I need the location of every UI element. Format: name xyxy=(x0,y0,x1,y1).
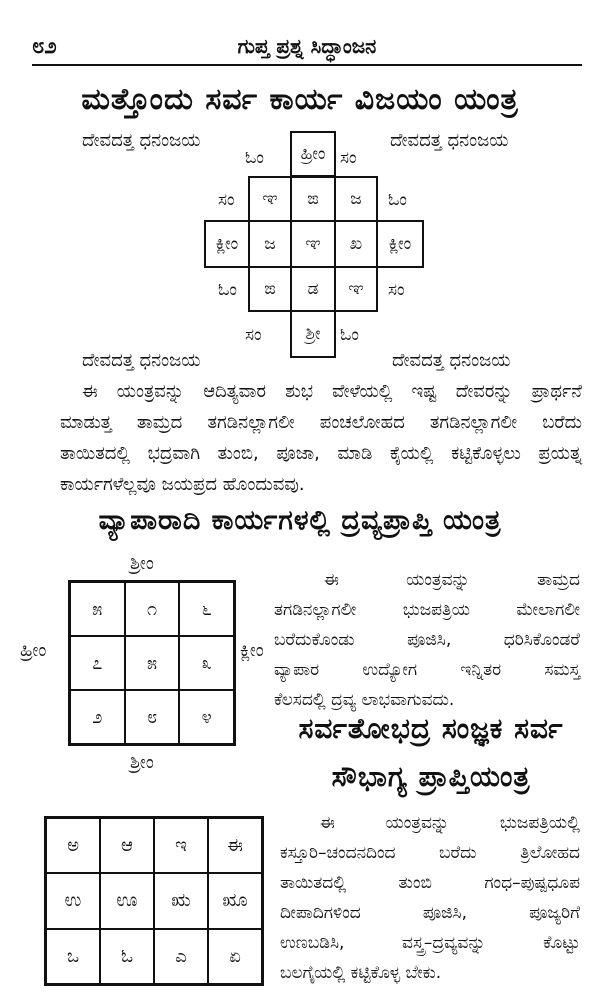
yantra-cell: ಓಂ xyxy=(218,280,237,300)
yantra-cell: ಙ xyxy=(290,176,336,222)
yantra-cell: ಸಂ xyxy=(245,325,262,345)
grid-bottom-label: ಶ್ರೀಂ xyxy=(130,752,154,773)
yantra-cell: ಞ xyxy=(334,266,378,312)
yantra-cell: ಞ xyxy=(290,220,336,268)
grid-top-label: ಶ್ರೀಂ xyxy=(130,553,154,574)
grid-cell: ಆ xyxy=(100,818,154,873)
paragraph-line: ಬಲಗೈಯಲ್ಲಿ ಕಟ್ಟಿಕೊಳ್ಳ ಬೇಕು. xyxy=(280,963,442,983)
grid-cell: ೫ xyxy=(125,636,180,690)
running-title: ಗುಪ್ತ ಪ್ರಶ್ನ ಸಿದ್ಧಾಂಜನ xyxy=(237,34,377,58)
page-header xyxy=(32,30,582,66)
name-label-top-left: ದೇವದತ್ತ ಧನಂಜಯ xyxy=(82,130,201,151)
name-label-top-right: ದೇವದತ್ತ ಧನಂಜಯ xyxy=(390,130,509,151)
paragraph-line: ತಾಯಿತದಲ್ಲಿ ತುಂಬಿ ಗಂಧ–ಪುಷ್ಪಧೂಪ xyxy=(280,873,580,893)
yantra-cell: ಙ xyxy=(248,266,292,312)
yantra-cell: ಸಂ xyxy=(388,280,405,300)
magic-square-grid xyxy=(68,580,236,746)
paragraph-line: ಈ ಯಂತ್ರವನ್ನು ತಾಮ್ರದ xyxy=(324,570,580,590)
paragraph-line: ದೀಪಾದಿಗಳಿಂದ ಪೂಜಿಸಿ, ಪೂಜ್ಯರಿಗೆ xyxy=(280,903,580,923)
paragraph-line: ಮಾಡುತ್ತ ತಾಮ್ರದ ತಗಡಿನಲ್ಲಾಗಲೀ ಪಂಚಲೋಹದ ತಗಡಿನಲ್ಲಾಗಲೀ ಬರೆದು xyxy=(60,412,582,433)
section2-title: ವ್ಯಾಪಾರಾದಿ ಕಾರ್ಯಗಳಲ್ಲಿ ದ್ರವ್ಯಪ್ರಾಪ್ತಿ ಯಂತ್ರ xyxy=(98,505,502,536)
grid-cell: ಏ xyxy=(208,929,262,984)
name-label-bottom-left: ದೇವದತ್ತ ಧನಂಜಯ xyxy=(82,350,201,371)
grid-cell: ಈ xyxy=(208,818,262,873)
grid-cell: ೮ xyxy=(125,690,180,744)
yantra-cell: ಜ xyxy=(248,220,292,268)
section3-title-line1: ಸರ್ವತೋಭದ್ರ ಸಂಜ್ಞಕ ಸರ್ವ xyxy=(298,712,564,745)
paragraph-line: ಕೆಲಸದಲ್ಲಿ ದ್ರವ್ಯ ಲಾಭವಾಗುವದು. xyxy=(274,690,455,710)
grid-cell: ಒ xyxy=(46,929,100,984)
section3-title-line2: ಸೌಭಾಗ್ಯ ಪ್ರಾಪ್ತಿಯಂತ್ರ xyxy=(331,760,531,793)
grid-cell: ೩ xyxy=(179,636,234,690)
grid-cell: ೬ xyxy=(179,582,234,636)
yantra-cell: ಸಂ xyxy=(218,190,235,210)
yantra-cell: ಓಂ xyxy=(340,325,359,345)
section1-paragraph xyxy=(60,376,582,500)
yantra-cell: ಶ್ರೀ xyxy=(290,310,336,358)
paragraph-line: ಉಣಬಡಿಸಿ, ವಸ್ತ್ರ–ದ್ರವ್ಯವನ್ನು ಕೊಟ್ಟು xyxy=(280,933,580,953)
grid-left-label: ಹ್ರೀಂ xyxy=(20,640,47,661)
name-label-bottom-right: ದೇವದತ್ತ ಧನಂಜಯ xyxy=(392,350,511,371)
grid-cell: ಎ xyxy=(154,929,208,984)
yantra-cell: ಕ್ಲೀಂ xyxy=(204,220,250,268)
paragraph-line: ತಗಡಿನಲ್ಲಾಗಲೀ ಭುಜಪತ್ರಿಯ ಮೇಲಾಗಲೀ xyxy=(274,600,580,620)
alphabet-grid xyxy=(44,816,264,986)
paragraph-line: ವ್ಯಾಪಾರ ಉದ್ಯೋಗ ಇನ್ನಿತರ ಸಮಸ್ತ xyxy=(274,660,580,680)
grid-cell: ಋ xyxy=(154,873,208,928)
grid-cell: ಊ xyxy=(100,873,154,928)
yantra-cell: ಜ xyxy=(334,176,378,222)
grid-cell: ಓ xyxy=(100,929,154,984)
page-number: ೮೨ xyxy=(32,34,57,59)
yantra-cell: ಞ xyxy=(248,176,292,222)
yantra-cell: ಡ xyxy=(290,266,336,312)
section3-paragraph xyxy=(280,808,580,988)
paragraph-line: ಕಸ್ತೂರಿ–ಚಂದನದಿಂದ ಬರೆದು ತ್ರಿಲೋಹದ xyxy=(280,843,580,863)
grid-cell: ೭ xyxy=(70,636,125,690)
grid-cell: ಇ xyxy=(154,818,208,873)
section2-paragraph xyxy=(274,565,580,715)
grid-cell: ೫ xyxy=(70,582,125,636)
paragraph-line: ಕಾರ್ಯಗಳೆಲ್ಲವೂ ಜಯಪ್ರದ ಹೊಂದುವವು. xyxy=(60,474,305,495)
yantra-cell: ಖ xyxy=(334,220,378,268)
grid-cell: ಉ xyxy=(46,873,100,928)
yantra-cell: ಓಂ xyxy=(245,148,264,168)
grid-cell: ೨ xyxy=(70,690,125,744)
grid-cell: ಅ xyxy=(46,818,100,873)
yantra-cell: ಕ್ಲೀಂ xyxy=(376,220,424,268)
grid-cell: ೪ xyxy=(179,690,234,744)
paragraph-line: ತಾಯಿತದಲ್ಲಿ ಭದ್ರವಾಗಿ ತುಂಬಿ, ಪೂಜಾ, ಮಾಡಿ ಕೈಯಲ್ಲಿ ಕಟ್ಟಿಕೊಳ್ಳಲು ಪ್ರಯತ್ನ xyxy=(60,443,582,464)
yantra-cell: ಸಂ xyxy=(340,148,357,168)
paragraph-line: ಈ ಯಂತ್ರವನ್ನು ಆದಿತ್ಯವಾರ ಶುಭ ವೇಳೆಯಲ್ಲಿ ಇಷ್ಟ ದೇವರನ್ನು ಪ್ರಾರ್ಥನೆ xyxy=(82,381,582,402)
paragraph-line: ಬರೆದುಕೊಂಡು ಪೂಜಿಸಿ, ಧರಿಸಿಕೊಂಡರೆ xyxy=(274,630,580,650)
grid-right-label: ಕ್ಲೀಂ xyxy=(240,640,264,661)
section1-title: ಮತ್ತೊಂದು ಸರ್ವ ಕಾರ್ಯ ವಿಜಯಂ ಯಂತ್ರ xyxy=(81,82,519,117)
yantra-cell: ಹ್ರೀಂ xyxy=(290,131,336,177)
grid-cell: ೠ xyxy=(208,873,262,928)
grid-cell: ೧ xyxy=(125,582,180,636)
paragraph-line: ಈ ಯಂತ್ರವನ್ನು ಭುಜಪತ್ರಿಯಲ್ಲಿ xyxy=(320,813,580,833)
yantra-cell: ಓಂ xyxy=(388,190,407,210)
